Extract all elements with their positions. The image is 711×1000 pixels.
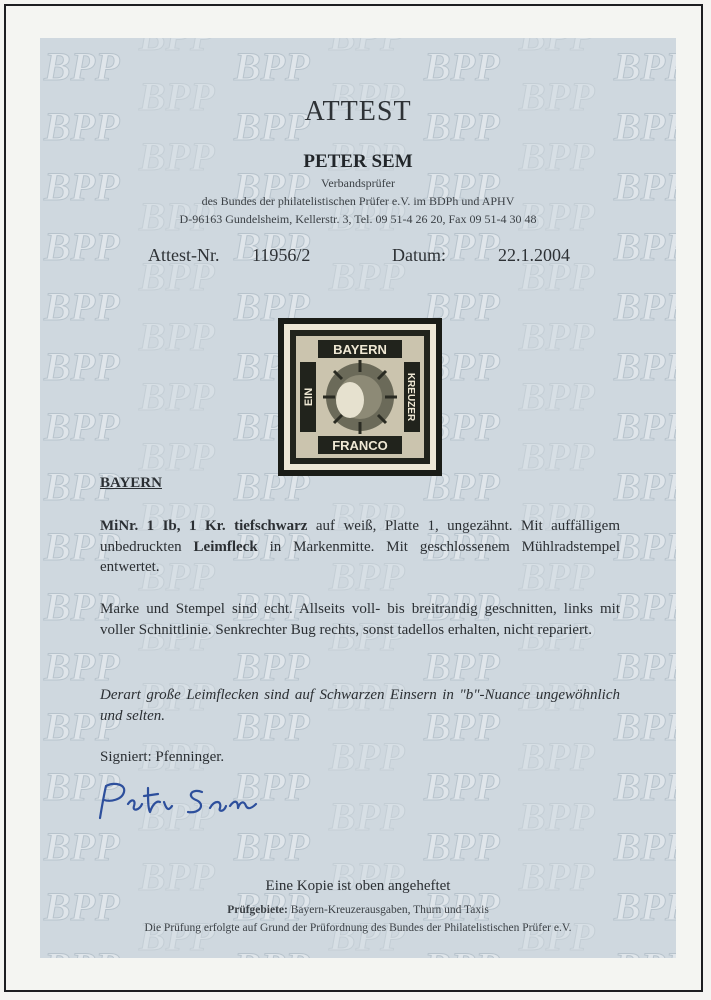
stamp-left-text: EIN — [303, 387, 315, 407]
stamp-right-text: KREUZER — [405, 372, 416, 422]
address-line: D-96163 Gundelsheim, Kellerstr. 3, Tel. 09 51-4 26 20, Fax 09 51-4 30 48 — [179, 212, 537, 226]
rarity-paragraph: Derart große Leimflecken sind auf Schwarzen Einsern in "b"-Nuance ungewöhnlich und selten. — [100, 687, 620, 724]
association-line: des Bundes der philatelistischen Prüfer e.V. im BDPh und APHV — [201, 194, 515, 208]
certificate-paper — [40, 38, 676, 958]
attest-number: 11956/2 — [252, 245, 311, 265]
section-heading: BAYERN — [100, 475, 162, 491]
fields-label: Prüfgebiete: — [227, 904, 288, 916]
signed-label: Signiert: Pfenninger. — [100, 749, 225, 765]
copy-note: Eine Kopie ist oben angeheftet — [265, 878, 451, 894]
fields-value: Bayern-Kreuzerausgaben, Thurn und Taxis — [287, 904, 489, 916]
examination-fields — [40, 904, 676, 916]
legal-line: Die Prüfung erfolgte auf Grund der Prüfordnung des Bundes der Philatelistischen Prüfer e.V. — [144, 922, 572, 934]
attest-number-label: Attest-Nr. — [148, 245, 220, 265]
glue-spot-term: Leimfleck — [193, 538, 258, 555]
description-text-b: in Markenmitte. Mit geschlossenem Mühlradstempel entwertet. — [100, 538, 620, 575]
examiner-name: PETER SEM — [303, 151, 413, 172]
stamp-bottom-text: FRANCO — [332, 438, 388, 453]
description-text-a: auf weiß, Platte 1, ungezähnt. Mit auffälligem unbedruckten — [100, 518, 620, 555]
examiner-role: Verbandsprüfer — [321, 176, 395, 190]
stamp-image — [278, 318, 442, 476]
date-label: Datum: — [392, 245, 446, 265]
certificate-title: ATTEST — [304, 96, 412, 127]
description-paragraph — [100, 516, 620, 578]
stamp-top-text: BAYERN — [333, 342, 387, 357]
examiner-signature — [92, 778, 272, 826]
stamp-glue-spot — [336, 382, 364, 418]
catalog-reference: MiNr. 1 Ib, 1 Kr. tiefschwarz — [100, 518, 308, 534]
date-value: 22.1.2004 — [498, 245, 570, 265]
condition-paragraph: Marke und Stempel sind echt. Allseits voll- bis breitrandig geschnitten, links mit voller Schnittlinie. Senkrechter Bug rechts, sonst tadellos erhalten, nicht repariert. — [100, 601, 620, 638]
